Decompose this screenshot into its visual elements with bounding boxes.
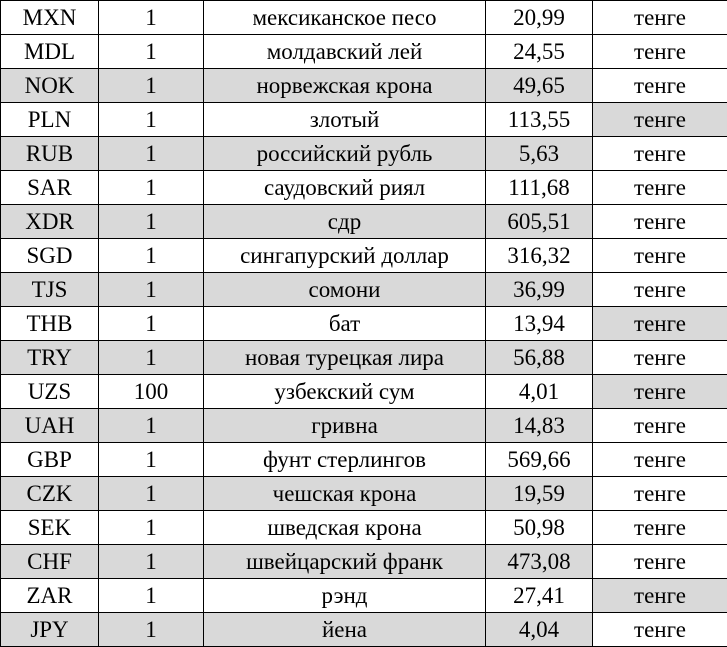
currency-name-cell: сомони bbox=[204, 273, 486, 307]
unit-cell: тенге bbox=[593, 307, 727, 341]
currency-name-cell: злотый bbox=[204, 103, 486, 137]
unit-cell: тенге bbox=[593, 579, 727, 613]
table-row bbox=[1, 239, 727, 273]
rate-cell: 316,32 bbox=[486, 239, 593, 273]
table-row bbox=[1, 171, 727, 205]
unit-cell: тенге bbox=[593, 205, 727, 239]
table-row bbox=[1, 307, 727, 341]
table-row bbox=[1, 443, 727, 477]
unit-cell: тенге bbox=[593, 171, 727, 205]
currency-name-cell: рэнд bbox=[204, 579, 486, 613]
rate-cell: 56,88 bbox=[486, 341, 593, 375]
exchange-rates-body bbox=[1, 1, 727, 647]
unit-cell: тенге bbox=[593, 69, 727, 103]
unit-cell: тенге bbox=[593, 341, 727, 375]
currency-name-cell: мексиканское песо bbox=[204, 1, 486, 35]
nominal-cell: 1 bbox=[99, 171, 204, 205]
rate-cell: 27,41 bbox=[486, 579, 593, 613]
currency-name-cell: шведская крона bbox=[204, 511, 486, 545]
currency-name-cell: саудовский риял bbox=[204, 171, 486, 205]
table-row bbox=[1, 579, 727, 613]
currency-code-cell: SGD bbox=[1, 239, 99, 273]
table-row bbox=[1, 103, 727, 137]
nominal-cell: 1 bbox=[99, 205, 204, 239]
table-row bbox=[1, 613, 727, 647]
rate-cell: 50,98 bbox=[486, 511, 593, 545]
rate-cell: 14,83 bbox=[486, 409, 593, 443]
rate-cell: 605,51 bbox=[486, 205, 593, 239]
currency-name-cell: узбекский сум bbox=[204, 375, 486, 409]
currency-code-cell: MXN bbox=[1, 1, 99, 35]
nominal-cell: 1 bbox=[99, 477, 204, 511]
nominal-cell: 1 bbox=[99, 103, 204, 137]
nominal-cell: 1 bbox=[99, 545, 204, 579]
currency-name-cell: норвежская крона bbox=[204, 69, 486, 103]
unit-cell: тенге bbox=[593, 545, 727, 579]
unit-cell: тенге bbox=[593, 1, 727, 35]
nominal-cell: 1 bbox=[99, 69, 204, 103]
currency-code-cell: CHF bbox=[1, 545, 99, 579]
currency-name-cell: сингапурский доллар bbox=[204, 239, 486, 273]
nominal-cell: 1 bbox=[99, 579, 204, 613]
nominal-cell: 1 bbox=[99, 409, 204, 443]
nominal-cell: 1 bbox=[99, 307, 204, 341]
currency-code-cell: TJS bbox=[1, 273, 99, 307]
currency-code-cell: SAR bbox=[1, 171, 99, 205]
unit-cell: тенге bbox=[593, 477, 727, 511]
rate-cell: 4,01 bbox=[486, 375, 593, 409]
rate-cell: 19,59 bbox=[486, 477, 593, 511]
unit-cell: тенге bbox=[593, 103, 727, 137]
table-row bbox=[1, 341, 727, 375]
rate-cell: 20,99 bbox=[486, 1, 593, 35]
currency-name-cell: гривна bbox=[204, 409, 486, 443]
currency-name-cell: новая турецкая лира bbox=[204, 341, 486, 375]
rate-cell: 473,08 bbox=[486, 545, 593, 579]
nominal-cell: 1 bbox=[99, 35, 204, 69]
currency-code-cell: JPY bbox=[1, 613, 99, 647]
table-row bbox=[1, 35, 727, 69]
nominal-cell: 1 bbox=[99, 443, 204, 477]
table-row bbox=[1, 69, 727, 103]
rate-cell: 4,04 bbox=[486, 613, 593, 647]
nominal-cell: 1 bbox=[99, 239, 204, 273]
unit-cell: тенге bbox=[593, 613, 727, 647]
currency-code-cell: ZAR bbox=[1, 579, 99, 613]
table-row bbox=[1, 137, 727, 171]
nominal-cell: 1 bbox=[99, 1, 204, 35]
table-row bbox=[1, 545, 727, 579]
currency-name-cell: чешская крона bbox=[204, 477, 486, 511]
nominal-cell: 100 bbox=[99, 375, 204, 409]
unit-cell: тенге bbox=[593, 273, 727, 307]
nominal-cell: 1 bbox=[99, 341, 204, 375]
rate-cell: 24,55 bbox=[486, 35, 593, 69]
table-row bbox=[1, 409, 727, 443]
rate-cell: 111,68 bbox=[486, 171, 593, 205]
table-row bbox=[1, 273, 727, 307]
currency-code-cell: THB bbox=[1, 307, 99, 341]
currency-code-cell: UZS bbox=[1, 375, 99, 409]
currency-name-cell: сдр bbox=[204, 205, 486, 239]
unit-cell: тенге bbox=[593, 409, 727, 443]
unit-cell: тенге bbox=[593, 375, 727, 409]
table-row bbox=[1, 477, 727, 511]
unit-cell: тенге bbox=[593, 35, 727, 69]
rate-cell: 5,63 bbox=[486, 137, 593, 171]
nominal-cell: 1 bbox=[99, 613, 204, 647]
currency-name-cell: йена bbox=[204, 613, 486, 647]
currency-code-cell: TRY bbox=[1, 341, 99, 375]
currency-code-cell: CZK bbox=[1, 477, 99, 511]
nominal-cell: 1 bbox=[99, 273, 204, 307]
table-row bbox=[1, 511, 727, 545]
currency-code-cell: SEK bbox=[1, 511, 99, 545]
currency-code-cell: PLN bbox=[1, 103, 99, 137]
currency-name-cell: молдавский лей bbox=[204, 35, 486, 69]
currency-code-cell: XDR bbox=[1, 205, 99, 239]
nominal-cell: 1 bbox=[99, 511, 204, 545]
currency-code-cell: NOK bbox=[1, 69, 99, 103]
unit-cell: тенге bbox=[593, 137, 727, 171]
currency-code-cell: RUB bbox=[1, 137, 99, 171]
currency-code-cell: GBP bbox=[1, 443, 99, 477]
currency-code-cell: MDL bbox=[1, 35, 99, 69]
currency-code-cell: UAH bbox=[1, 409, 99, 443]
currency-name-cell: швейцарский франк bbox=[204, 545, 486, 579]
table-row bbox=[1, 205, 727, 239]
table-row bbox=[1, 375, 727, 409]
nominal-cell: 1 bbox=[99, 137, 204, 171]
rate-cell: 113,55 bbox=[486, 103, 593, 137]
currency-name-cell: бат bbox=[204, 307, 486, 341]
currency-name-cell: фунт стерлингов bbox=[204, 443, 486, 477]
rate-cell: 36,99 bbox=[486, 273, 593, 307]
unit-cell: тенге bbox=[593, 511, 727, 545]
unit-cell: тенге bbox=[593, 239, 727, 273]
unit-cell: тенге bbox=[593, 443, 727, 477]
currency-name-cell: российский рубль bbox=[204, 137, 486, 171]
rate-cell: 569,66 bbox=[486, 443, 593, 477]
rate-cell: 49,65 bbox=[486, 69, 593, 103]
rate-cell: 13,94 bbox=[486, 307, 593, 341]
table-row bbox=[1, 1, 727, 35]
